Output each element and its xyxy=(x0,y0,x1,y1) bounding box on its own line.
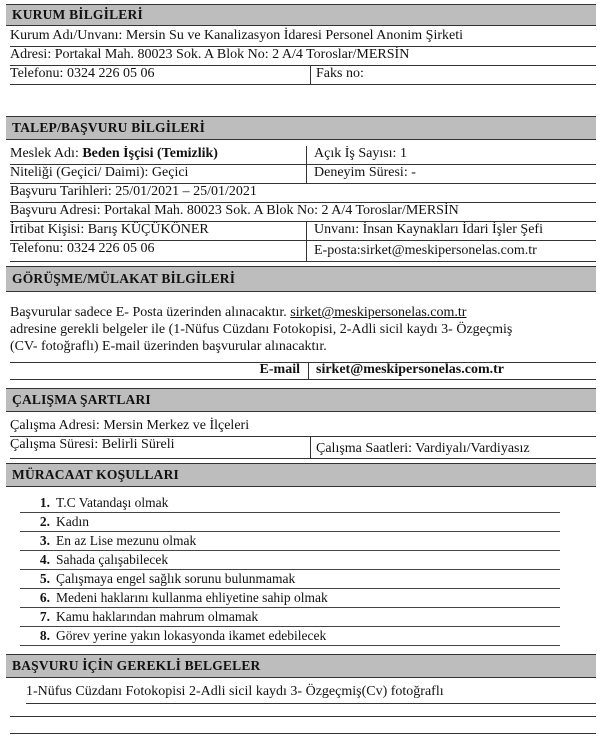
cell-divider xyxy=(306,241,307,261)
kurum-telefon-value: 0324 226 05 06 xyxy=(66,66,155,81)
irtibat-row xyxy=(10,222,596,241)
email-value[interactable]: sirket@meskipersonelas.com.tr xyxy=(316,362,504,377)
email-label-cell xyxy=(10,362,300,379)
list-item xyxy=(20,551,560,570)
section-title: KURUM BİLGİLERİ xyxy=(12,7,143,22)
list-item xyxy=(20,494,560,513)
list-text: Medeni haklarını kullanma ehliyetine sahip olmak xyxy=(56,590,328,605)
calisma-sure-value: Belirli Süreli xyxy=(101,437,175,452)
unvan-cell xyxy=(314,222,543,240)
divider-line xyxy=(10,716,596,717)
field-label: İrtibat Kişisi: xyxy=(10,222,85,237)
eposta-cell xyxy=(314,243,537,263)
section-title: BAŞVURU İÇİN GEREKLİ BELGELER xyxy=(12,658,261,673)
email-link[interactable]: sirket@meskipersonelas.com.tr xyxy=(290,305,467,320)
list-item xyxy=(20,589,560,608)
list-number: 3. xyxy=(39,533,50,548)
list-item xyxy=(20,570,560,589)
section-header-kurum xyxy=(6,4,596,26)
list-number: 4. xyxy=(39,552,50,567)
irtibat-value: Barış KÜÇÜKÖNER xyxy=(87,222,209,237)
nitelik-row xyxy=(10,165,596,184)
section-header-calisma xyxy=(6,388,596,412)
basvuru-tarih-value: 25/01/2021 – 25/01/2021 xyxy=(115,184,257,199)
field-label: E-posta: xyxy=(314,243,361,258)
list-text: Sahada çalışabilecek xyxy=(56,552,169,567)
basvuru-adres-value: Portakal Mah. 80023 Sok. A Blok No: 2 A/4 Toroslar/MERSİN xyxy=(104,203,459,218)
list-text: Görev yerine yakın lokasyonda ikamet edebilecek xyxy=(56,628,327,643)
belgeler-row xyxy=(26,684,596,704)
field-label: Çalışma Süresi: xyxy=(10,437,99,452)
kurum-adres-row xyxy=(10,47,596,66)
irtibat-cell xyxy=(10,222,209,240)
cell-divider xyxy=(306,222,307,240)
divider-line xyxy=(10,733,596,734)
list-number: 5. xyxy=(39,571,50,586)
gorusme-line3 xyxy=(10,338,596,355)
field-label: Meslek Adı: xyxy=(10,146,79,161)
list-item xyxy=(20,627,560,646)
deneyim-cell xyxy=(314,165,416,183)
talep-telefon-cell xyxy=(10,241,154,261)
list-text: Kamu haklarından mahrum olmamak xyxy=(56,609,259,624)
cell-divider xyxy=(310,437,311,458)
list-text: Çalışmaya engel sağlık sorunu bulunmamak xyxy=(56,571,296,586)
calisma-sure-row xyxy=(10,437,596,459)
basvuru-tarih-row xyxy=(10,184,596,203)
gorusme-line1 xyxy=(10,304,596,321)
calisma-adres-value: Mersin Merkez ve İlçeleri xyxy=(103,418,250,433)
calisma-sure-cell xyxy=(10,437,175,458)
field-label: Deneyim Süresi: xyxy=(314,165,408,180)
acik-is-cell xyxy=(314,146,407,164)
talep-telefon-row xyxy=(10,241,596,262)
field-label: Açık İş Sayısı: xyxy=(314,146,397,161)
email-value-cell xyxy=(316,362,504,379)
email-row xyxy=(10,362,596,380)
field-label: Telefonu: xyxy=(10,241,64,256)
list-text: En az Lise mezunu olmak xyxy=(56,533,197,548)
gorusme-text: adresine gerekli belgeler ile (1-Nüfus Cüzdanı Fotokopisi, 2-Adli sicil kaydı 3- Özgeçmiş xyxy=(10,322,513,337)
calisma-saat-value: Vardiyalı/Vardiyasız xyxy=(415,441,530,456)
belgeler-text: 1-Nüfus Cüzdanı Fotokopisi 2-Adli sicil kaydı 3- Özgeçmiş(Cv) fotoğraflı xyxy=(26,684,444,699)
kurum-faks-cell xyxy=(316,66,364,84)
cell-divider xyxy=(306,165,307,183)
gorusme-line2 xyxy=(10,321,596,338)
muracaat-list xyxy=(20,494,560,646)
meslek-row xyxy=(10,146,596,165)
list-item xyxy=(20,513,560,532)
list-number: 6. xyxy=(39,590,50,605)
deneyim-value: - xyxy=(411,165,416,180)
meslek-value: Beden İşçisi (Temizlik) xyxy=(82,146,218,161)
kurum-adi-value: Mersin Su ve Kanalizasyon İdaresi Personel Anonim Şirketi xyxy=(125,28,463,43)
gorusme-text: (CV- fotoğraflı) E-mail üzerinden başvurular alınacaktır. xyxy=(10,339,327,354)
list-number: 8. xyxy=(39,628,50,643)
field-label: Başvuru Adresi: xyxy=(10,203,101,218)
cell-divider xyxy=(306,146,307,164)
kurum-telefon-cell xyxy=(10,66,154,84)
list-number: 7. xyxy=(39,609,50,624)
section-header-belgeler xyxy=(6,654,596,678)
field-label: Unvanı: xyxy=(314,222,360,237)
basvuru-adres-row xyxy=(10,203,596,222)
list-text: T.C Vatandaşı olmak xyxy=(56,495,169,510)
list-number: 1. xyxy=(39,495,50,510)
kurum-adi-row xyxy=(10,28,596,47)
field-label: Çalışma Saatleri: xyxy=(316,441,413,456)
gorusme-text: Başvurular sadece E- Posta üzerinden alınacaktır. xyxy=(10,305,287,320)
meslek-cell xyxy=(10,146,218,164)
list-item xyxy=(20,608,560,627)
section-title: GÖRÜŞME/MÜLAKAT BİLGİLERİ xyxy=(12,271,236,286)
section-title: MÜRACAAT KOŞULLARI xyxy=(12,467,179,482)
field-label: E-mail xyxy=(259,362,300,377)
calisma-saat-cell xyxy=(316,441,530,462)
section-title: TALEP/BAŞVURU BİLGİLERİ xyxy=(12,120,206,135)
field-label: Başvuru Tarihleri: xyxy=(10,184,112,199)
cell-divider xyxy=(308,362,309,379)
kurum-adres-value: Portakal Mah. 80023 Sok. A Blok No: 2 A/4 Toroslar/MERSİN xyxy=(54,47,410,62)
section-title: ÇALIŞMA ŞARTLARI xyxy=(12,392,151,407)
field-label: Kurum Adı/Unvanı: xyxy=(10,28,123,43)
cell-divider xyxy=(310,66,311,84)
field-label: Adresi: xyxy=(10,47,52,62)
nitelik-value: Geçici xyxy=(151,165,189,180)
section-header-talep xyxy=(6,116,596,140)
nitelik-cell xyxy=(10,165,188,183)
list-number: 2. xyxy=(39,514,50,529)
field-label: Niteliği (Geçici/ Daimi): xyxy=(10,165,149,180)
field-label: Faks no: xyxy=(316,66,364,81)
field-label: Telefonu: xyxy=(10,66,64,81)
eposta-value[interactable]: sirket@meskipersonelas.com.tr xyxy=(360,243,537,258)
acik-is-value: 1 xyxy=(399,146,407,161)
talep-telefon-value: 0324 226 05 06 xyxy=(66,241,155,256)
section-header-muracaat xyxy=(6,463,596,487)
field-label: Çalışma Adresi: xyxy=(10,418,100,433)
list-text: Kadın xyxy=(56,514,89,529)
kurum-telefon-row xyxy=(10,66,596,85)
unvan-value: İnsan Kaynakları İdari İşler Şefi xyxy=(362,222,543,237)
calisma-adres-row xyxy=(10,418,596,437)
section-header-gorusme xyxy=(6,266,596,292)
list-item xyxy=(20,532,560,551)
